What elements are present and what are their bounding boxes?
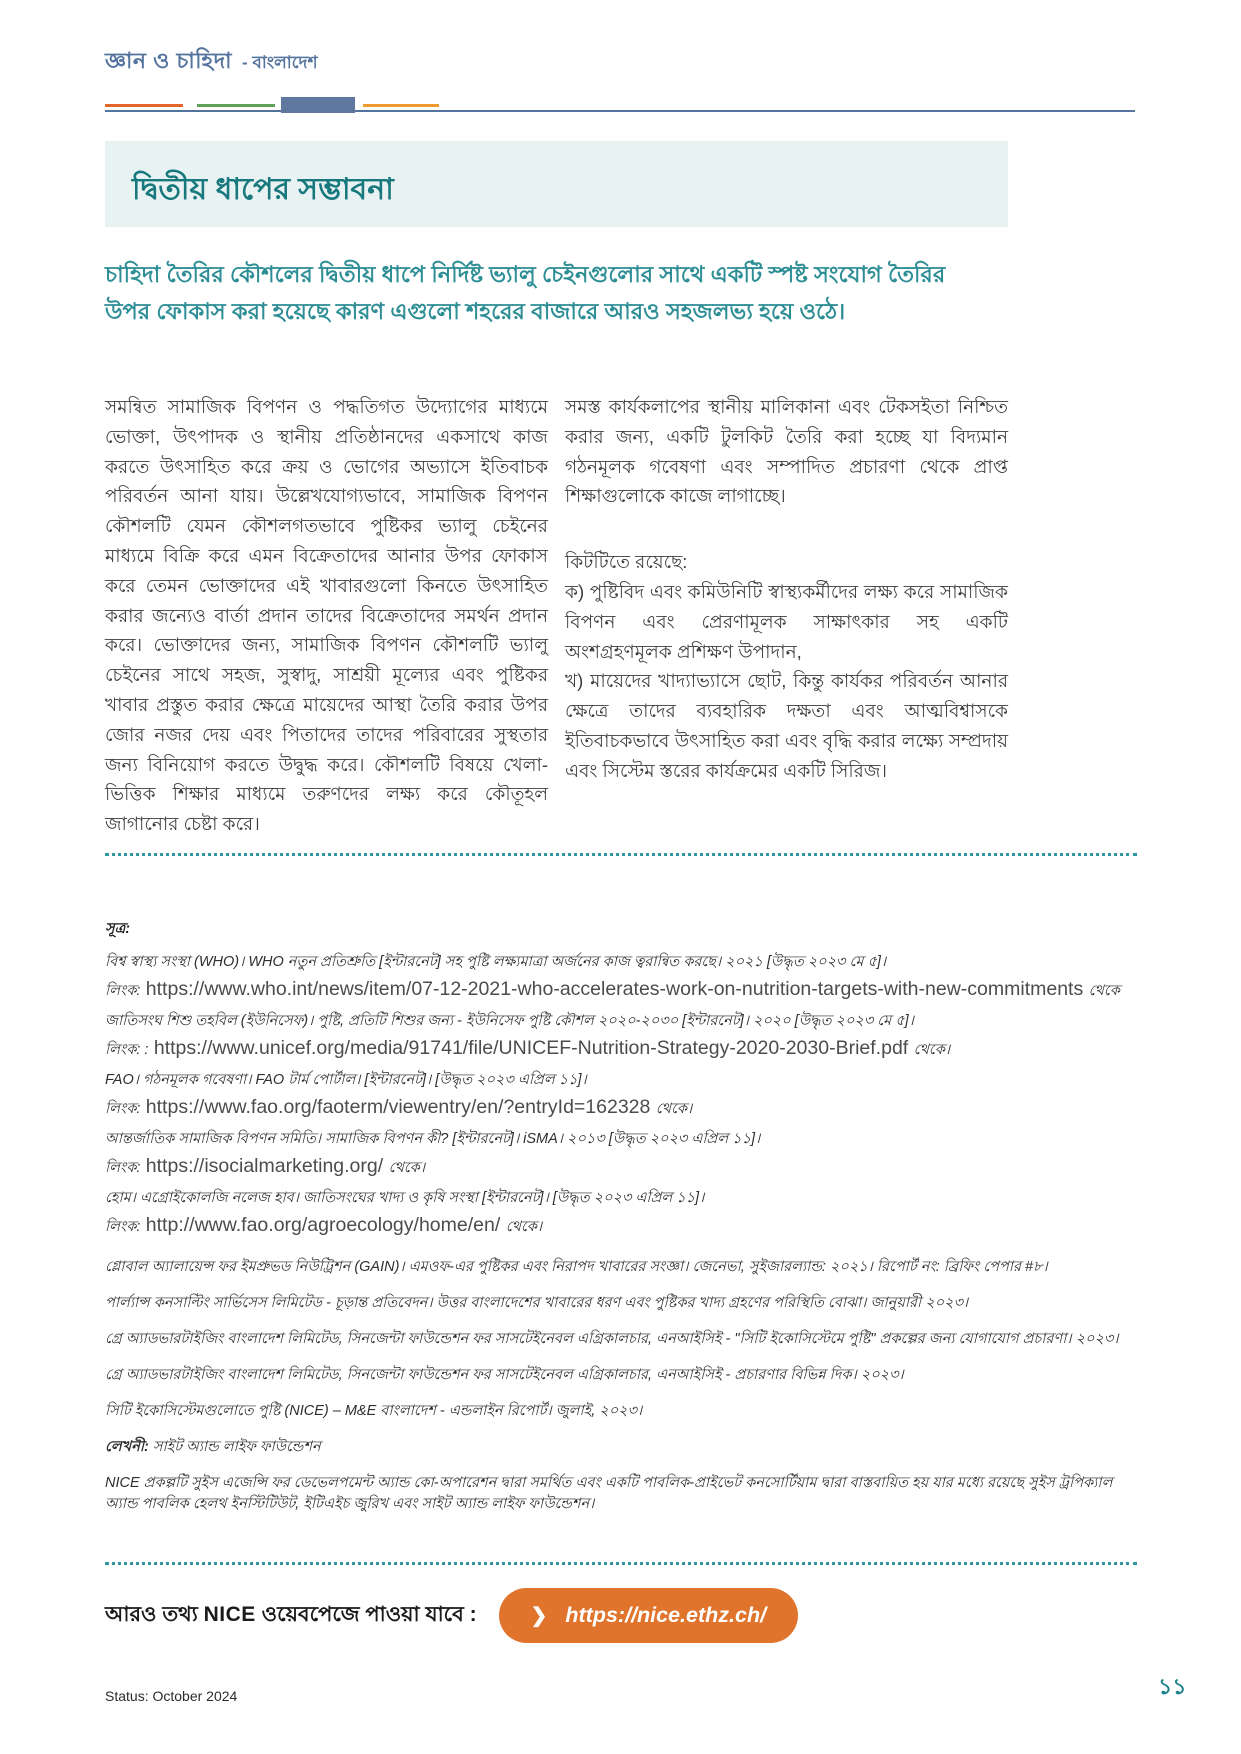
- source-citation: জাতিসংঘ শিশু তহবিল (ইউনিসেফ)। পুষ্টি, প্রতিটি শিশুর জন্য - ইউনিসেফ পুষ্টি কৌশল ২০২০-২০৩০ [ইন্টারনেট]। ২০২০ [উদ্ধৃত ২০২৩ মে ৫]।: [105, 1013, 914, 1029]
- source-link-line: [105, 1210, 1143, 1242]
- source-citation: সিটি ইকোসিস্টেমগুলোতে পুষ্টি (NICE) – M&E বাংলাদেশ - এন্ডলাইন রিপোর্ট। জুলাই, ২০২৩।: [105, 1403, 643, 1419]
- source-citation: গ্লোবাল অ্যালায়েন্স ফর ইমপ্রুভড নিউট্রিশন (GAIN)। এমওফ-এর পুষ্টিকর এবং নিরাপদ খাবারের সংজ্ঞা। জেনেভা, সুইজারল্যান্ড: ২০২১। রিপোর্ট নং: ব্রিফিং পেপার #৮।: [105, 1259, 1048, 1275]
- link-prefix: লিংক:: [105, 1101, 141, 1117]
- body-paragraph-left: সমন্বিত সামাজিক বিপণন ও পদ্ধতিগত উদ্যোগের মাধ্যমে ভোক্তা, উৎপাদক ও স্থানীয় প্রতিষ্ঠানদের একসাথে কাজ করতে উৎসাহিত করে ক্রয় ও ভোগের অভ্যাসে ইতিবাচক পরিবর্তন আনা যায়। উল্লেখযোগ্যভাবে, সামাজিক বিপণন কৌশলটি যেমন কৌশলগতভাবে পুষ্টিকর ভ্যালু চেইনের মাধ্যমে বিক্রি করে এমন বিক্রেতাদের আনার উপর ফোকাস করে তেমন ভোক্তাদের এই খাবারগুলো কিনতে উৎসাহিত করার জন্যেও বার্তা প্রদান তাদের বিক্রেতাদের সমর্থন প্রদান করে। ভোক্তাদের জন্য, সামাজিক বিপণন কৌশলটি ভ্যালু চেইনের সাথে সহজ, সুস্বাদু, সাশ্রয়ী মূল্যের এবং পুষ্টিকর খাবার প্রস্তুত করার ক্ষেত্রে মায়েদের আস্থা তৈরি করার উপর জোর নজর দেয় এবং পিতাদের তাদের পরিবারের সুস্থতার জন্য বিনিয়োগ করতে উদ্বুদ্ধ করে। কৌশলটি বিষয়ে খেলা-ভিত্তিক শিক্ষার মাধ্যমে তরুণদের লক্ষ্য করে কৌতূহল জাগানোর চেষ্টা করে।: [105, 396, 548, 835]
- status-line: Status: October 2024: [105, 1688, 238, 1704]
- link-prefix: লিংক:: [105, 1160, 141, 1176]
- source-link-line: [105, 974, 1143, 1006]
- link-suffix: থেকে।: [655, 1101, 693, 1117]
- header-brand: [105, 44, 318, 81]
- source-url[interactable]: http://www.fao.org/agroecology/home/en/: [145, 1214, 501, 1236]
- source-url[interactable]: https://www.unicef.org/media/91741/file/UNICEF-Nutrition-Strategy-2020-2030-Brief.pdf: [153, 1037, 909, 1059]
- authorship-label: লেখনী:: [105, 1439, 149, 1455]
- source-citation: গ্রে অ্যাডভারটাইজিং বাংলাদেশ লিমিটেড, সিনজেন্টা ফাউন্ডেশন ফর সাসটেইনেবল এগ্রিকালচার, এনআইসিই - "সিটি ইকোসিস্টেমে পুষ্টি" প্রকল্পের জন্য যোগাযোগ প্রচারণা। ২০২৩।: [105, 1331, 1119, 1347]
- source-url[interactable]: https://www.who.int/news/item/07-12-2021-who-accelerates-work-on-nutrition-targets-with-new-commitments: [145, 978, 1084, 1000]
- accent-bar-green: [197, 104, 275, 107]
- body-paragraph-right-2: কিটটিতে রয়েছে:: [565, 551, 688, 573]
- body-paragraph-right-4: খ) মায়েদের খাদ্যাভ্যাসে ছোট, কিন্তু কার্যকর পরিবর্তন আনার ক্ষেত্রে তাদের ব্যবহারিক দক্ষতা এবং আত্মবিশ্বাসকে ইতিবাচকভাবে উৎসাহিত করা এবং বৃদ্ধি করার লক্ষ্যে সম্প্রদায় এবং সিস্টেম স্তরের কার্যক্রমের একটি সিরিজ।: [565, 670, 1008, 781]
- body-column-left: [105, 392, 548, 839]
- nice-wordmark: NICE: [203, 1603, 256, 1626]
- authorship-text: সাইট অ্যান্ড লাইফ ফাউন্ডেশন: [152, 1439, 321, 1455]
- nice-consortium-note: NICE প্রকল্পটি সুইস এজেন্সি ফর ডেভেলপমেন্ট অ্যান্ড কো-অপারেশন দ্বারা সমর্থিত এবং একটি পাবলিক-প্রাইভেট কনসোর্টিয়াম দ্বারা বাস্তবায়িত হয় যার মধ্যে রয়েছে সুইস ট্রপিক্যাল অ্যান্ড পাবলিক হেলথ ইনস্টিটিউট, ইটিএইচ জুরিখ এবং সাইট অ্যান্ড লাইফ ফাউন্ডেশন।: [105, 1475, 1113, 1512]
- brand-region: - বাংলাদেশ: [242, 53, 318, 72]
- source-citation: FAO। গঠনমূলক গবেষণা। FAO টার্ম পোর্টাল। [ইন্টারনেট]। [উদ্ধৃত ২০২৩ এপ্রিল ১১]।: [105, 1072, 587, 1088]
- more-info-text: [105, 1598, 477, 1633]
- more-info-suffix: ওয়েবপেজে পাওয়া যাবে :: [261, 1603, 477, 1626]
- accent-bar-orange: [105, 104, 183, 107]
- link-prefix: লিংক:: [105, 983, 141, 999]
- body-paragraph-right-1: সমস্ত কার্যকলাপের স্থানীয় মালিকানা এবং টেকসইতা নিশ্চিত করার জন্য, একটি টুলকিট তৈরি করা হচ্ছে যা বিদ্যমান গঠনমূলক গবেষণা এবং সম্পাদিত প্রচারণা থেকে প্রাপ্ত শিক্ষাগুলোকে কাজে লাগাচ্ছে।: [565, 396, 1008, 507]
- source-link-line: [105, 1151, 1143, 1183]
- link-suffix: থেকে।: [388, 1160, 426, 1176]
- link-suffix: থেকে।: [505, 1219, 543, 1235]
- section-title-box: [105, 141, 1008, 227]
- page-title: দ্বিতীয় ধাপের সম্ভাবনা: [132, 173, 394, 206]
- source-url[interactable]: https://www.fao.org/faoterm/viewentry/en/?entryId=162328: [145, 1096, 651, 1118]
- source-citation: হোম। এগ্রোইকোলজি নলেজ হাব। জাতিসংঘের খাদ্য ও কৃষি সংস্থা [ইন্টারনেট]। [উদ্ধৃত ২০২৩ এপ্রিল ১১]।: [105, 1190, 705, 1206]
- link-suffix: থেকে।: [913, 1042, 951, 1058]
- header-rule: [105, 110, 1135, 112]
- source-citation: গ্রে অ্যাডভারটাইজিং বাংলাদেশ লিমিটেড, সিনজেন্টা ফাউন্ডেশন ফর সাসটেইনেবল এগ্রিকালচার, এনআইসিই - প্রচারণার বিভিন্ন দিক। ২০২৩।: [105, 1367, 904, 1383]
- source-link-line: [105, 1033, 1143, 1065]
- source-citation: আন্তর্জাতিক সামাজিক বিপণন সমিতি। সামাজিক বিপণন কী? [ইন্টারনেট]। iSMA। ২০১৩ [উদ্ধৃত ২০২৩ এপ্রিল ১১]।: [105, 1131, 761, 1147]
- link-prefix: লিংক:: [105, 1219, 141, 1235]
- lede-paragraph: চাহিদা তৈরির কৌশলের দ্বিতীয় ধাপে নির্দিষ্ট ভ্যালু চেইনগুলোর সাথে একটি স্পষ্ট সংযোগ তৈরির উপর ফোকাস করা হয়েছে কারণ এগুলো শহরের বাজারে আরও সহজলভ্য হয়ে ওঠে।: [105, 262, 946, 324]
- authorship-line: [105, 1437, 1143, 1458]
- footer-row: [105, 1588, 798, 1643]
- link-suffix: থেকে: [1088, 983, 1120, 999]
- accent-bar-blue-block: [281, 97, 355, 113]
- accent-bar-amber: [363, 104, 439, 107]
- brand-title: জ্ঞান ও চাহিদা: [105, 48, 233, 73]
- body-paragraph-right-3: ক) পুষ্টিবিদ এবং কমিউনিটি স্বাস্থ্যকর্মীদের লক্ষ্য করে সামাজিক বিপণন এবং প্রেরণামূলক সাক্ষাৎকার সহ একটি অংশগ্রহণমূলক প্রশিক্ষণ উপাদান,: [565, 580, 1008, 662]
- page-number: ১১: [1158, 1674, 1187, 1699]
- sources-label: সূত্র:: [105, 921, 131, 937]
- link-prefix: লিংক: :: [105, 1042, 149, 1058]
- dotted-divider-bottom: [105, 1562, 1137, 1565]
- nice-website-button[interactable]: [499, 1588, 798, 1643]
- more-info-prefix: আরও তথ্য: [105, 1603, 198, 1626]
- chevron-right-icon: ❯: [530, 1605, 548, 1627]
- source-citation: পার্ল্যান্স কনসাল্টিং সার্ভিসেস লিমিটেড - চূড়ান্ত প্রতিবেদন। উত্তর বাংলাদেশের খাবারের ধরণ এবং পুষ্টিকর খাদ্য গ্রহণের পরিস্থিতি বোঝা। জানুয়ারী ২০২৩।: [105, 1295, 969, 1311]
- source-citation: বিশ্ব স্বাস্থ্য সংস্থা (WHO)। WHO নতুন প্রতিশ্রুতি [ইন্টারনেট] সহ পুষ্টি লক্ষ্যমাত্রা অর্জনের কাজ ত্বরান্বিত করছে। ২০২১ [উদ্ধৃত ২০২৩ মে ৫]।: [105, 954, 887, 970]
- dotted-divider-top: [105, 853, 1137, 856]
- sources-section: [105, 918, 1143, 1515]
- source-link-line: [105, 1092, 1143, 1124]
- nice-website-url: https://nice.ethz.ch/: [565, 1603, 767, 1627]
- source-url[interactable]: https://isocialmarketing.org/: [145, 1155, 384, 1177]
- body-column-right: [565, 392, 1008, 786]
